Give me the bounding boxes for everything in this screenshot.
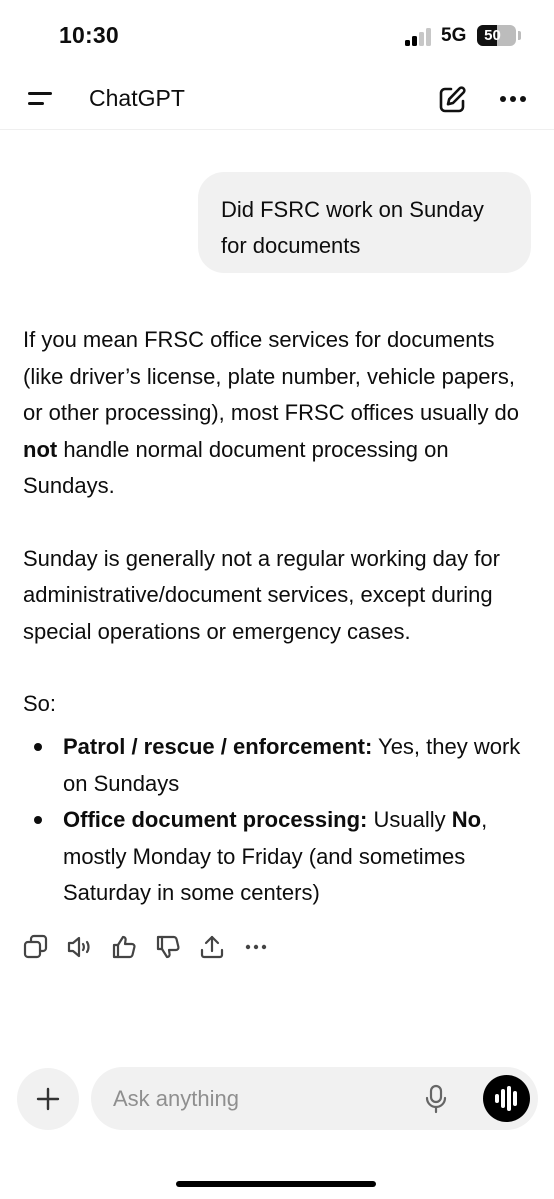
list-item: Patrol / rescue / enforcement: Yes, they work on Sundays (23, 729, 533, 802)
app-header (0, 72, 554, 130)
signal-strength-icon (405, 28, 433, 46)
assistant-paragraph-1: If you mean FRSC office services for documents (like driver’s license, plate number, vehicle papers, or other processing), most FRSC offices usually do not handle normal document processing on Sundays. (23, 327, 520, 498)
voice-mode-icon[interactable] (483, 1075, 530, 1122)
battery-nub (518, 31, 521, 40)
copy-icon[interactable] (22, 933, 50, 961)
user-message-text: Did FSRC work on Sunday for documents (221, 197, 484, 258)
home-indicator (176, 1181, 376, 1187)
battery-icon (477, 25, 516, 46)
list-item: Office document processing: Usually No, mostly Monday to Friday (and sometimes Saturday in some centers) (23, 802, 533, 912)
new-chat-icon[interactable] (437, 85, 467, 115)
network-type: 5G (441, 25, 467, 46)
assistant-bullet-list (23, 729, 533, 912)
menu-icon[interactable] (26, 88, 54, 110)
battery-level: 50 (484, 27, 501, 44)
status-time: 10:30 (59, 22, 119, 48)
ask-input[interactable] (113, 1067, 403, 1130)
assistant-paragraph-2: Sunday is generally not a regular working day for administrative/document services, except during special operations or emergency cases. (23, 545, 500, 644)
more-icon[interactable] (242, 933, 270, 961)
thumbs-down-icon[interactable] (154, 933, 182, 961)
share-icon[interactable] (198, 933, 226, 961)
status-bar (0, 0, 554, 72)
composer (91, 1067, 538, 1130)
mic-icon[interactable] (424, 1084, 448, 1114)
bold-text: not (23, 436, 58, 462)
user-message-bubble (198, 172, 531, 273)
assistant-message (23, 322, 533, 723)
assistant-intro: So: (23, 691, 57, 716)
plus-icon (17, 1068, 79, 1130)
more-icon[interactable] (500, 94, 528, 104)
read-aloud-icon[interactable] (66, 933, 94, 961)
attach-button[interactable] (17, 1068, 79, 1130)
app-title: ChatGPT (89, 85, 185, 111)
thumbs-up-icon[interactable] (110, 933, 138, 961)
